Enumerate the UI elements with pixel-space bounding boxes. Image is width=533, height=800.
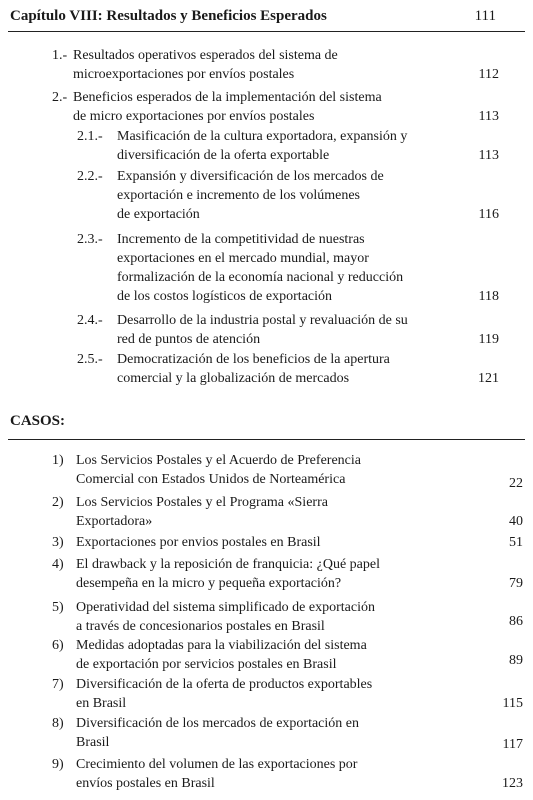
entry-line: Comercial con Estados Unidos de Norteamérica [76, 472, 346, 487]
entry-line: Incremento de la competitividad de nuestras [117, 232, 365, 247]
entry-line: formalización de la economía nacional y reducción [117, 270, 404, 285]
entry-line: exportaciones en el mercado mundial, mayor [117, 251, 369, 266]
entry-line: Crecimiento del volumen de las exportaciones por [76, 757, 358, 772]
entry-line: envíos postales en Brasil [76, 776, 215, 791]
entry-page: 113 [478, 109, 499, 124]
entry-number: 1) [52, 453, 64, 468]
entry-page: 86 [509, 614, 523, 629]
entry-number: 2.1.- [77, 129, 103, 144]
entry-page: 22 [509, 476, 523, 491]
entry-line: comercial y la globalización de mercados [117, 371, 350, 386]
entry-line: diversificación de la oferta exportable [117, 148, 330, 163]
entry-page: 40 [509, 514, 523, 529]
entry-line: Operatividad del sistema simplificado de exportación [76, 600, 375, 615]
entry-line: Expansión y diversificación de los mercados de [117, 169, 384, 184]
entry-line: de exportación por servicios postales en Brasil [76, 657, 337, 672]
entry-line: Medidas adoptadas para la viabilización del sistema [76, 638, 367, 653]
entry-number: 2.2.- [77, 169, 103, 184]
entry-page: 115 [502, 696, 523, 711]
entry-line: El drawback y la reposición de franquicia: ¿Qué papel [76, 557, 380, 572]
entry-number: 5) [52, 600, 64, 615]
entry-page: 123 [502, 776, 523, 791]
entry-line: Masificación de la cultura exportadora, expansión y [117, 129, 408, 144]
entry-number: 7) [52, 677, 64, 692]
entry-line: Exportaciones por envios postales en Brasil [76, 535, 321, 550]
entry-page: 51 [509, 535, 523, 550]
entry-line: Diversificación de la oferta de productos exportables [76, 677, 373, 692]
entry-number: 9) [52, 757, 64, 772]
entry-line: Diversificación de los mercados de exportación en [76, 716, 360, 731]
casos-divider [8, 439, 525, 440]
entry-line: exportación e incremento de los volúmenes [117, 188, 360, 203]
chapter-divider [8, 31, 525, 32]
entry-line: Beneficios esperados de la implementación del sistema [73, 90, 382, 105]
entry-line: Los Servicios Postales y el Acuerdo de Preferencia [76, 453, 361, 468]
chapter-title: Capítulo VIII: Resultados y Beneficios Esperados [10, 8, 327, 24]
entry-page: 117 [502, 737, 523, 752]
entry-line: de micro exportaciones por envíos postales [73, 109, 315, 124]
entry-line: microexportaciones por envíos postales [73, 67, 295, 82]
entry-page: 89 [509, 653, 523, 668]
entry-number: 1.- [52, 48, 68, 63]
entry-line: Exportadora» [76, 514, 153, 529]
entry-number: 3) [52, 535, 64, 550]
entry-number: 2) [52, 495, 64, 510]
entry-number: 2.5.- [77, 352, 103, 367]
entry-line: desempeña en la micro y pequeña exportación? [76, 576, 342, 591]
entry-number: 2.- [52, 90, 68, 105]
entry-number: 8) [52, 716, 64, 731]
entry-line: a través de concesionarios postales en Brasil [76, 619, 325, 634]
entry-number: 2.3.- [77, 232, 103, 247]
entry-page: 113 [478, 148, 499, 163]
entry-line: Desarrollo de la industria postal y revaluación de su [117, 313, 408, 328]
entry-line: en Brasil [76, 696, 127, 711]
entry-page: 118 [478, 289, 499, 304]
entry-line: Brasil [76, 735, 110, 750]
entry-line: Los Servicios Postales y el Programa «Sierra [76, 495, 328, 510]
casos-title: CASOS: [10, 413, 66, 429]
entry-page: 119 [478, 332, 499, 347]
chapter-page: 111 [474, 8, 496, 24]
entry-page: 121 [478, 371, 499, 386]
entry-line: de los costos logísticos de exportación [117, 289, 333, 304]
entry-page: 79 [509, 576, 523, 591]
entry-page: 116 [478, 207, 499, 222]
entry-line: Resultados operativos esperados del sistema de [73, 48, 338, 63]
entry-line: de exportación [117, 207, 200, 222]
entry-line: red de puntos de atención [117, 332, 261, 347]
entry-line: Democratización de los beneficios de la apertura [117, 352, 390, 367]
entry-number: 4) [52, 557, 64, 572]
entry-number: 6) [52, 638, 64, 653]
entry-page: 112 [478, 67, 499, 82]
entry-number: 2.4.- [77, 313, 103, 328]
